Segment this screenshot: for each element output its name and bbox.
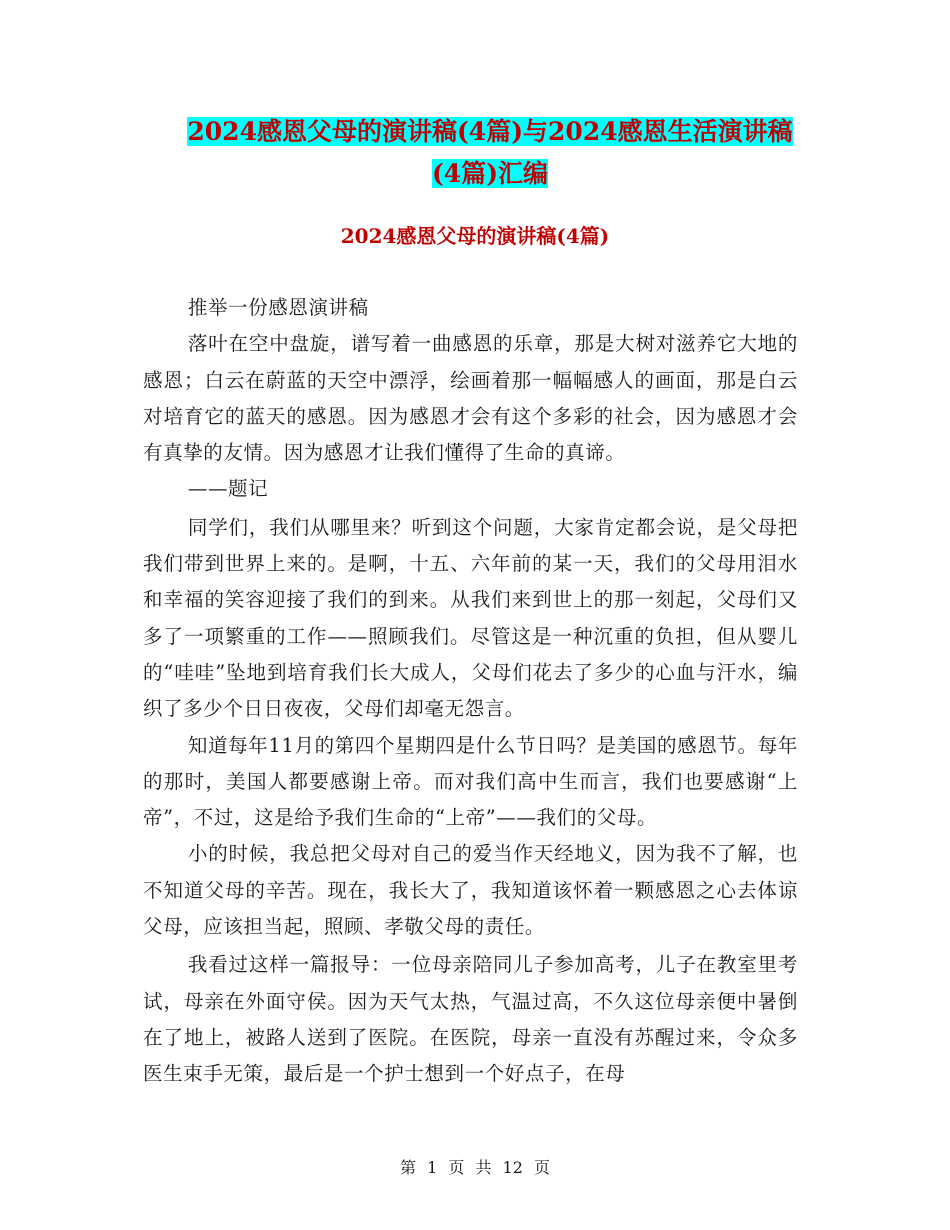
paragraph: 小的时候，我总把父母对自己的爱当作天经地义，因为我不了解，也不知道父母的辛苦。现在，我长大了，我知道该怀着一颗感恩之心去体谅父母，应该担当起，照顾、孝敬父母的责任。 xyxy=(143,842,798,939)
paragraph-epigraph-attribution: ——题记 xyxy=(187,477,269,501)
document-title-line-2 xyxy=(150,148,830,200)
paragraph: 我看过这样一篇报导：一位母亲陪同儿子参加高考，儿子在教室里考试，母亲在外面守侯。因为天气太热，气温过高，不久这位母亲便中暑倒在了地上，被路人送到了医院。在医院，母亲一直没有苏醒过来，令众多医生束手无策，最后是一个护士想到一个好点子，在母 xyxy=(143,953,798,1086)
document-body xyxy=(143,290,798,1093)
paragraph: 落叶在空中盘旋，谱写着一曲感恩的乐章，那是大树对滋养它大地的感恩；白云在蔚蓝的天空中漂浮，绘画着那一幅幅感人的画面，那是白云对培育它的蓝天的感恩。因为感恩才会有这个多彩的社会，因为感恩才会有真挚的友情。因为感恩才让我们懂得了生命的真谛。 xyxy=(143,332,798,465)
paragraph: 同学们，我们从哪里来？听到这个问题，大家肯定都会说，是父母把我们带到世界上来的。是啊，十五、六年前的某一天，我们的父母用泪水和幸福的笑容迎接了我们的到来。从我们来到世上的那一刻起，父母们又多了一项繁重的工作——照顾我们。尽管这是一种沉重的负担，但从婴儿的“哇哇”坠地到培育我们长大成人，父母们花去了多少的心血与汗水，编织了多少个日日夜夜，父母们却毫无怨言。 xyxy=(143,515,798,721)
paragraph-subtitle: 推举一份感恩演讲稿 xyxy=(187,296,369,319)
page-footer: 第 1 页 共 12 页 xyxy=(400,1158,550,1177)
section-heading: 2024感恩父母的演讲稿(4篇) xyxy=(340,224,610,248)
title-highlight: 2024感恩父母的演讲稿(4篇)与2024感恩生活演讲稿 xyxy=(187,117,793,146)
title-highlight: (4篇)汇编 xyxy=(431,159,549,188)
paragraph: 知道每年11月的第四个星期四是什么节日吗？是美国的感恩节。每年的那时，美国人都要感谢上帝。而对我们高中生而言，我们也要感谢“上帝”，不过，这是给予我们生命的“上帝”——我们的父母。 xyxy=(143,733,798,830)
